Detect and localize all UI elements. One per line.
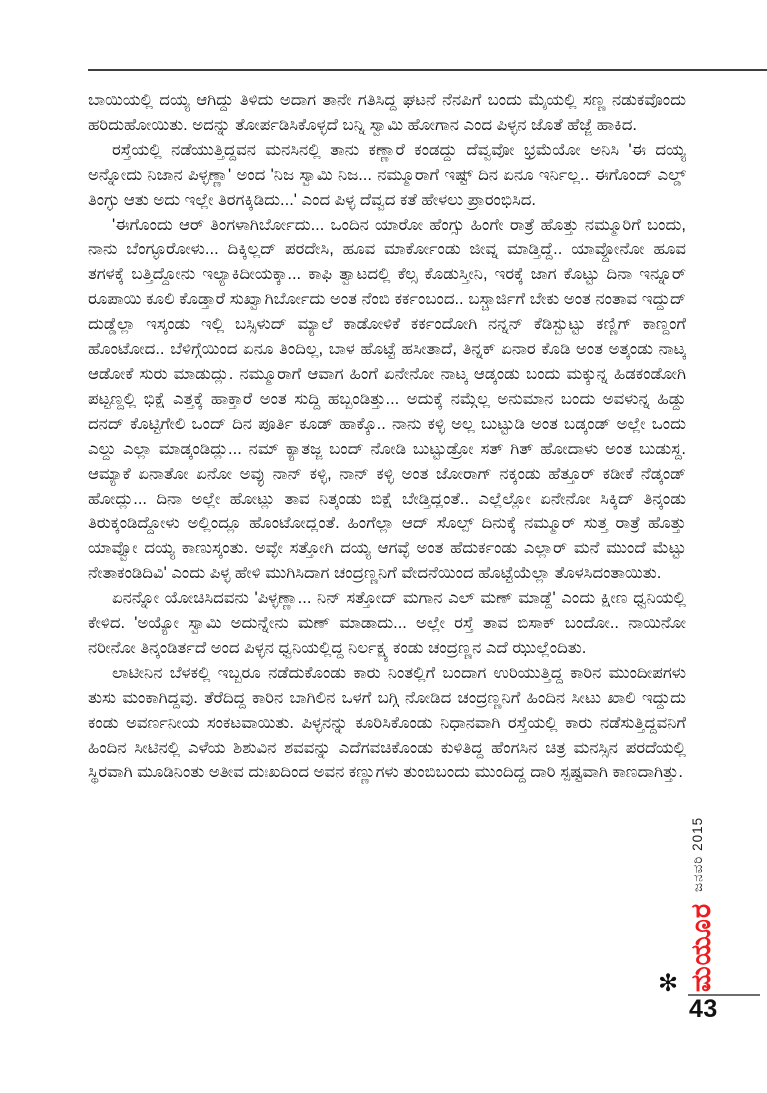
story-paragraph: ಬಾಯಿಯಲ್ಲಿ ದಯ್ಯ ಆಗಿದ್ದು ತಿಳಿದು ಅದಾಗ ತಾನೇ ಗತಿಸಿದ್ದ ಘಟನೆ ನೆನಪಿಗೆ ಬಂದು ಮೈಯಲ್ಲಿ ಸಣ್ಣ ನಡುಕವೊಂದು ಹರಿದುಹೋಯಿತು. ಅದನ್ನು ತೋರ್ಪಡಿಸಿಕೊಳ್ಳದೆ ಬನ್ನಿ ಸ್ವಾಮಿ ಹೋಗಾನ ಎಂದ ಪಿಳ್ಳನ ಜೊತೆ ಹೆಜ್ಜೆ ಹಾಕಿದ. xyxy=(88,91,686,134)
page-margin-sidebar xyxy=(686,760,767,1040)
magazine-masthead-vertical: ಮಯೂರ xyxy=(686,902,716,992)
story-paragraph: ರಸ್ತೆಯಲ್ಲಿ ನಡೆಯುತ್ತಿದ್ದವನ ಮನಸಿನಲ್ಲಿ ತಾನು ಕಣ್ಣಾರೆ ಕಂಡದ್ದು ದೆವ್ವವೋ ಭ್ರಮೆಯೋ ಅನಿಸಿ 'ಈ ದಯ್ಯ ಅನ್ನೋದು ನಿಜಾನ ಪಿಳ್ಳಣ್ಣಾ' ಅಂದ 'ನಿಜ ಸ್ವಾಮಿ ನಿಜ... ನಮ್ಮೂರಾಗೆ ಇಷ್ಟ್ ದಿನ ಏನೂ ಇರ್ನಿಲ್ಲ.. ಈಗೊಂದ್ ಎಲ್ಡ್ ತಿಂಗ್ಳು ಆತು ಅದು ಇಲ್ಲೇ ತಿರಗಕ್ಕಿಡಿದು...' ಎಂದ ಪಿಳ್ಳ ದೆವ್ವದ ಕತೆ ಹೇಳಲು ಪ್ರಾರಂಭಿಸಿದ. xyxy=(88,140,686,209)
story-end-asterisk-icon: ✻ xyxy=(657,970,679,997)
header-rule xyxy=(88,69,767,71)
issue-date-vertical: ಜನವರಿ 2015 xyxy=(690,816,705,892)
story-text-block xyxy=(88,88,686,948)
story-paragraph: ಏನನ್ನೋ ಯೋಚಿಸಿದವನು 'ಪಿಳ್ಳಣ್ಣಾ... ನಿನ್ ಸತ್ತೋದ್ ಮಗಾನ ಎಲ್ ಮಣ್ ಮಾಡ್ದೆ' ಎಂದು ಕ್ಷೀಣ ಧ್ವನಿಯಲ್ಲಿ ಕೇಳಿದ. 'ಅಯ್ಯೋ ಸ್ವಾಮಿ ಅದುನ್ನೇನು ಮಣ್ ಮಾಡಾದು... ಅಲ್ಲೇ ರಸ್ತೆ ತಾವ ಬಿಸಾಕ್ ಬಂದೋ.. ನಾಯಿನೋ ನರೀನೋ ತಿನ್ಕಂಡಿರ್ತದೆ ಅಂದ ಪಿಳ್ಳನ ಧ್ವನಿಯಲ್ಲಿದ್ದ ನಿರ್ಲಕ್ಷ್ಯ ಕಂಡು ಚಂದ್ರಣ್ಣನ ಎದೆ ಝುಲ್ಲೆಂದಿತು. xyxy=(88,589,686,657)
story-paragraph: ಲಾಟೀನಿನ ಬೆಳಕಲ್ಲಿ ಇಬ್ಬರೂ ನಡೆದುಕೊಂಡು ಕಾರು ನಿಂತಲ್ಲಿಗೆ ಬಂದಾಗ ಉರಿಯುತ್ತಿದ್ದ ಕಾರಿನ ಮುಂದೀಪಗಳು ತುಸು ಮಂಕಾಗಿದ್ದವು. ತೆರೆದಿದ್ದ ಕಾರಿನ ಬಾಗಿಲಿನ ಒಳಗೆ ಬಗ್ಗಿ ನೋಡಿದ ಚಂದ್ರಣ್ಣನಿಗೆ ಹಿಂದಿನ ಸೀಟು ಖಾಲಿ ಇದ್ದುದು ಕಂಡು ಅವರ್ಣನೀಯ ಸಂಕಟವಾಯಿತು. ಪಿಳ್ಳನನ್ನು ಕೂರಿಸಿಕೊಂಡು ನಿಧಾನವಾಗಿ ರಸ್ತೆಯಲ್ಲಿ ಕಾರು ನಡೆಸುತ್ತಿದ್ದವನಿಗೆ ಹಿಂದಿನ ಸೀಟಿನಲ್ಲಿ ಎಳೆಯ ಶಿಶುವಿನ ಶವವನ್ನು ಎದೆಗವಚಿಕೊಂಡು ಕುಳಿತಿದ್ದ ಹೆಂಗಸಿನ ಚಿತ್ರ ಮನಸ್ಸಿನ ಪರದೆಯಲ್ಲಿ ಸ್ಥಿರವಾಗಿ ಮೂಡಿನಿಂತು ಅತೀವ ದುಃಖದಿಂದ ಅವನ ಕಣ್ಣುಗಳು ತುಂಬಿಬಂದು ಮುಂದಿದ್ದ ದಾರಿ ಸ್ಪಷ್ಟವಾಗಿ ಕಾಣದಾಗಿತ್ತು. xyxy=(88,663,686,782)
page-number: 43 xyxy=(689,995,718,1023)
story-paragraph: 'ಈಗೊಂದು ಆರ್ ತಿಂಗಳಾಗಿರ್ಬೋದು... ಒಂದಿನ ಯಾರೋ ಹೆಂಗ್ಸು ಹಿಂಗೇ ರಾತ್ರೆ ಹೊತ್ತು ನಮ್ಮೂರಿಗೆ ಬಂದು, ನಾನು ಬೆಂಗ್ಳೂರೋಳು... ದಿಕ್ಕಿಲ್ಲದ್ ಪರದೇಸಿ, ಹೂವ ಮಾರ್ಕೋಂಡು ಜೀವ್ನ ಮಾಡ್ತಿದ್ದೆ.. ಯಾವ್ದೋನೋ ಹೂವ ತಗಳಕ್ಕೆ ಬತ್ತಿದ್ದೋನು ಇಲ್ಯಾಕಿದೀಯಕ್ಕಾ... ಕಾಫಿ ತ್ವಾಟದಲ್ಲಿ ಕೆಲ್ಸ ಕೊಡುಸ್ತೀನಿ, ಇರಕ್ಕೆ ಜಾಗ ಕೊಟ್ಟು ದಿನಾ ಇನ್ನೂರ್ ರೂಪಾಯಿ ಕೂಲಿ ಕೊಡ್ತಾರೆ ಸುಖ್ವಾಗಿರ್ಬೋದು ಅಂತ ನೆಂಬಿ ಕರ್ಕಂಬಂದ.. ಬಸ್ಚಾರ್ಜಿಗೆ ಬೇಕು ಅಂತ ನಂತಾವ ಇದ್ದುದ್ ದುಡ್ಡೆಲ್ಲಾ ಇಸ್ಕಂಡು ಇಲ್ಲಿ ಬಸ್ಸಿಳುದ್ ಮ್ಯಾಲೆ ಕಾಡೋಳಿಕೆ ಕರ್ಕಂದೋಗಿ ನನ್ನನ್ ಕೆಡಿಸ್ಬುಟ್ಟು ಕಣ್ಣಿಗ್ ಕಾಣ್ದಂಗೆ ಹೊಂಟೋದ.. ಬೆಳಿಗ್ಗೆಯಿಂದ ಏನೂ ತಿಂದಿಲ್ಲ, ಬಾಳ ಹೊಟ್ಟೆ ಹಸೀತಾದೆ, ತಿನ್ನಕ್ ಏನಾರ ಕೊಡಿ ಅಂತ ಅತ್ಕಂಡು ನಾಟ್ಕ ಆಡೋಕೆ ಸುರು ಮಾಡುದ್ಲು. ನಮ್ಮೂರಾಗೆ ಆವಾಗ ಹಿಂಗೆ ಏನೇನೋ ನಾಟ್ಕ ಆಡ್ಕಂಡು ಬಂದು ಮಕ್ಕುನ್ನ ಹಿಡಕಂಡೋಗಿ ಪಟ್ಟಣ್ದಲ್ಲಿ ಭಿಕ್ಷೆ ಎತ್ತಕ್ಕೆ ಹಾಕ್ತಾರೆ ಅಂತ ಸುದ್ದಿ ಹಬ್ಬಂಡಿತ್ತು... ಅದುಕ್ಕೆ ನಮ್ಗೆಲ್ಲ ಅನುಮಾನ ಬಂದು ಅವಳುನ್ನ ಹಿಡ್ದು ದನದ್ ಕೊಟ್ಟಿಗೇಲಿ ಒಂದ್ ದಿನ ಪೂರ್ತಿ ಕೂಡ್ ಹಾಕ್ಕೊ.. ನಾನು ಕಳ್ಳಿ ಅಲ್ಲ ಬುಟ್ಟುಡಿ ಅಂತ ಬಡ್ಕಂಡ್ ಅಲ್ಲೇ ಒಂದು ಎಲ್ದು ಎಲ್ಲಾ ಮಾಡ್ಕಂಡಿದ್ಲು... ನಮ್ ಕ್ಯಾತಜ್ಜ ಬಂದ್ ನೋಡಿ ಬುಟ್ಟುಡ್ರೋ ಸತ್ ಗಿತ್ ಹೋದಾಳು ಅಂತ ಬುಡುಸ್ದ. ಆಮ್ಯಾಕೆ ಏನಾತೋ ಏನೋ ಅವ್ಳು ನಾನ್ ಕಳ್ಳಿ, ನಾನ್ ಕಳ್ಳಿ ಅಂತ ಜೋರಾಗ್ ನಕ್ಕಂಡು ಹೆತ್ತೂರ್ ಕಡೀಕೆ ನೆಡ್ಕಂಡ್ ಹೋದ್ಲು... ದಿನಾ ಅಲ್ಲೇ ಹೋಟ್ಲು ತಾವ ನಿತ್ಕಂಡು ಬಿಕ್ಷೆ ಬೇಡ್ತಿದ್ಲಂತೆ.. ಎಲ್ಲೆಲ್ಲೋ ಏನೇನೋ ಸಿಕ್ಕಿದ್ ತಿನ್ಕಂಡು ತಿರುಕ್ಕಂಡಿದ್ದೋಳು ಅಲ್ಲಿಂದ್ಲೂ ಹೊಂಟೋದ್ಲಂತೆ. ಹಿಂಗೆಲ್ಲಾ ಆದ್ ಸೊಲ್ಪ್ ದಿನುಕ್ಕೆ ನಮ್ಮೂರ್ ಸುತ್ತ ರಾತ್ರೆ ಹೊತ್ತು ಯಾವ್ವೋ ದಯ್ಯ ಕಾಣುಸ್ಕಂತು. ಅವ್ಳೇ ಸತ್ತೋಗಿ ದಯ್ಯ ಆಗವ್ಳೆ ಅಂತ ಹೆದುರ್ಕಂಡು ಎಲ್ಲಾರ್ ಮನೆ ಮುಂದೆ ಮೆಟ್ಟು ನೇತಾಕಂಡಿದಿವಿ' ಎಂದು ಪಿಳ್ಳ ಹೇಳಿ ಮುಗಿಸಿದಾಗ ಚಂದ್ರಣ್ಣನಿಗೆ ವೇದನೆಯಿಂದ ಹೊಟ್ಟೆಯೆಲ್ಲಾ ತೊಳಸಿದಂತಾಯಿತು. xyxy=(88,215,686,583)
